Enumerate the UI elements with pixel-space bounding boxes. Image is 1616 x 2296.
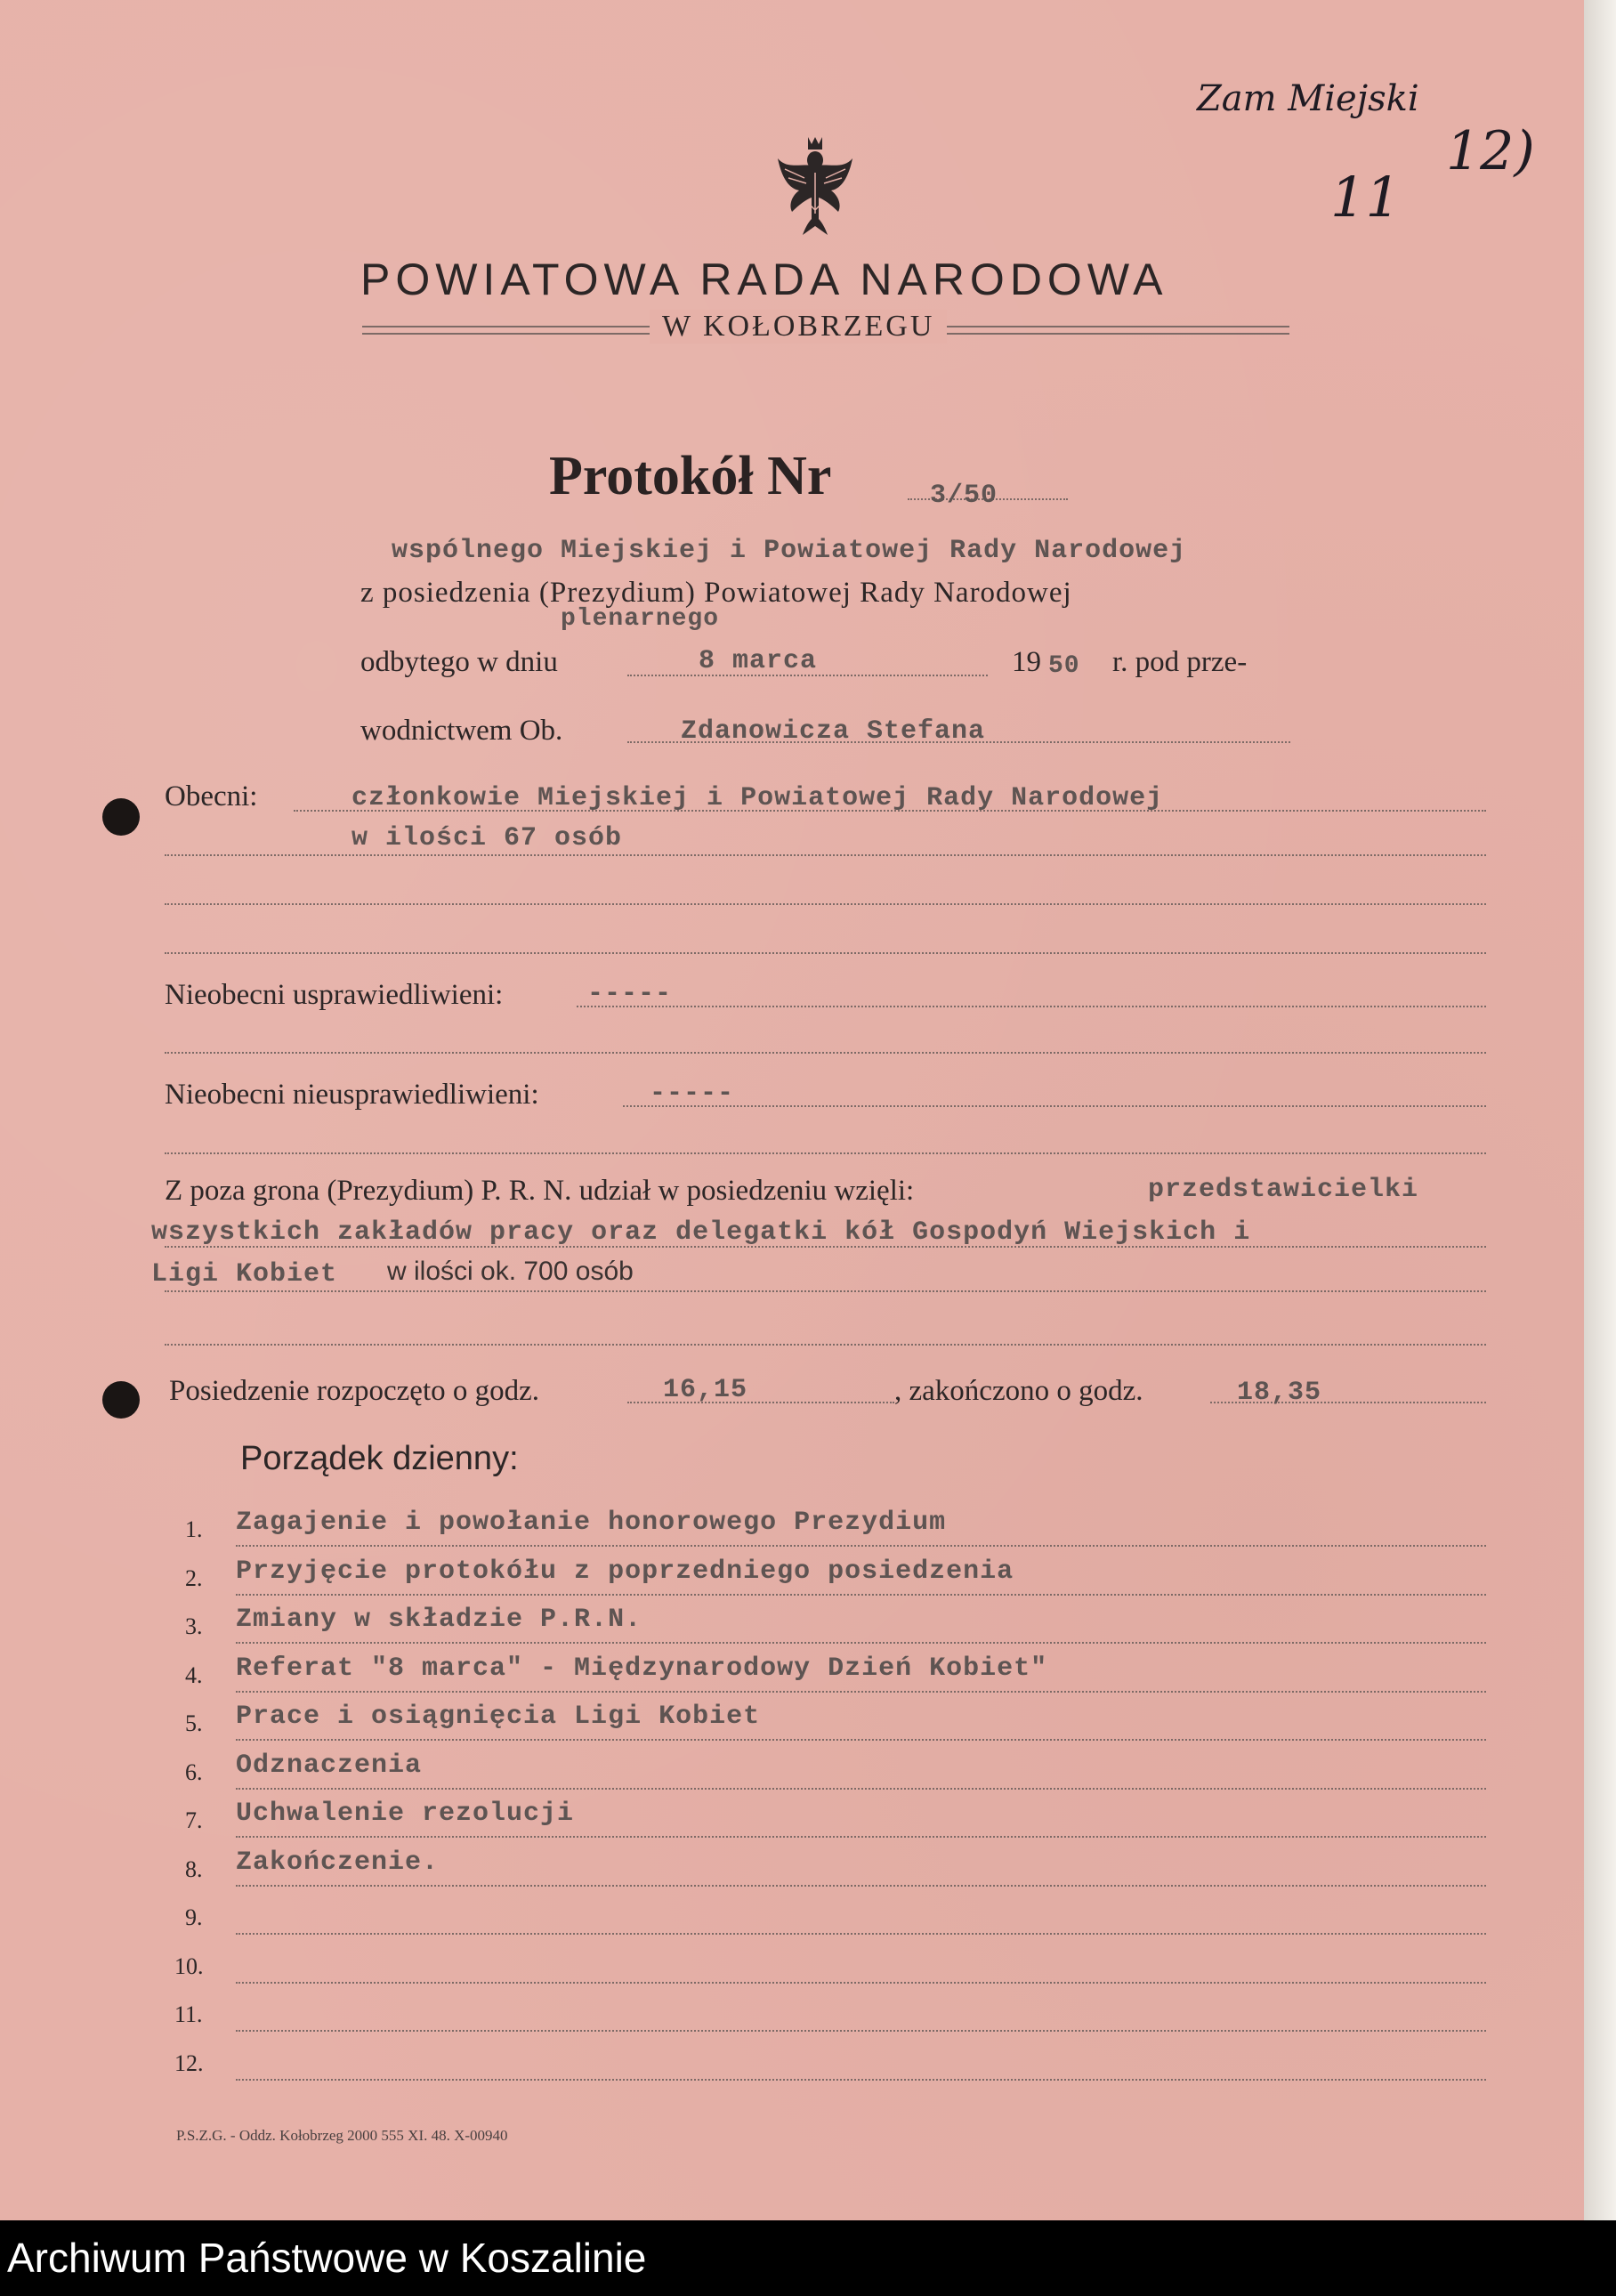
- agenda-item-number: 2.: [185, 1565, 203, 1591]
- agenda-item-number: 3.: [185, 1613, 203, 1639]
- present-line-2: [165, 854, 1486, 856]
- guests-text-3: Ligi Kobiet: [151, 1259, 338, 1289]
- unexcused-label: Nieobecni nieusprawiedliwieni:: [165, 1079, 539, 1111]
- agenda-item-text: Zagajenie i powołanie honorowego Prezydium: [236, 1508, 947, 1538]
- protocol-heading: Protokół Nr: [549, 446, 832, 506]
- end-label: , zakończono o godz.: [894, 1375, 1143, 1407]
- excused-label: Nieobecni usprawiedliwieni:: [165, 979, 504, 1011]
- agenda-item-text: Zakończenie.: [236, 1847, 440, 1878]
- present-line-4: [165, 952, 1486, 954]
- polish-eagle-emblem-icon: [772, 133, 858, 238]
- meeting-label: z posiedzenia (Prezydium) Powiatowej Rady Narodowej: [360, 577, 1072, 609]
- typed-joint-councils: wspólnego Miejskiej i Powiatowej Rady Narodowej: [392, 536, 1187, 566]
- handwritten-note-top: Zam Miejski: [1197, 78, 1419, 119]
- agenda-item-line: [236, 1545, 1486, 1547]
- agenda-item-number: 9.: [185, 1904, 203, 1930]
- agenda-item-number: 5.: [185, 1710, 203, 1736]
- agenda-item-line: [236, 1642, 1486, 1644]
- agenda-item-number: 11.: [174, 2001, 203, 2027]
- agenda-item-text: Odznaczenia: [236, 1750, 423, 1781]
- date-suffix: r. pod prze-: [1112, 646, 1248, 678]
- agenda-item-line: [236, 1594, 1486, 1596]
- header-subtitle: W KOŁOBRZEGU: [650, 310, 947, 344]
- agenda-item-line: [236, 1691, 1486, 1693]
- header-title: POWIATOWA RADA NARODOWA: [360, 255, 1168, 304]
- agenda-item-line: [236, 2079, 1486, 2081]
- agenda-item-line: [236, 1982, 1486, 1984]
- punch-hole-top: [102, 798, 140, 836]
- handwritten-mark-2: 12): [1446, 120, 1535, 182]
- present-line-3: [165, 903, 1486, 905]
- archive-label: Archiwum Państwowe w Koszalinie: [7, 2235, 647, 2281]
- agenda-item-text: Prace i osiągnięcia Ligi Kobiet: [236, 1702, 761, 1732]
- year-prefix: 19: [1012, 646, 1041, 678]
- start-value: 16,15: [663, 1375, 748, 1405]
- guests-line-3: [165, 1290, 1486, 1292]
- agenda-item-number: 7.: [185, 1807, 203, 1833]
- guests-text-2: wszystkich zakładów pracy oraz delegatki kół Gospodyń Wiejskich i: [151, 1217, 1251, 1248]
- agenda-item-text: Referat "8 marca" - Międzynarodowy Dzień Kobiet": [236, 1653, 1048, 1684]
- date-label: odbytego w dniu: [360, 646, 558, 678]
- agenda-item-number: 6.: [185, 1759, 203, 1785]
- agenda-item-line: [236, 1739, 1486, 1741]
- unexcused-line: [623, 1105, 1486, 1107]
- print-note: P.S.Z.G. - Oddz. Kołobrzeg 2000 555 XI. 48. X-00940: [176, 2127, 508, 2144]
- unexcused-value: -----: [650, 1079, 735, 1109]
- excused-line: [577, 1006, 1486, 1007]
- guests-label: Z poza grona (Prezydium) P. R. N. udział w posiedzeniu wzięli:: [165, 1175, 915, 1207]
- chair-label: wodnictwem Ob.: [360, 715, 563, 747]
- year-suffix: 50: [1048, 652, 1080, 680]
- date-value: 8 marca: [699, 646, 818, 676]
- agenda-item-line: [236, 1788, 1486, 1790]
- agenda-item-number: 4.: [185, 1662, 203, 1688]
- unexcused-line-2: [165, 1152, 1486, 1154]
- agenda-item-text: Zmiany w składzie P.R.N.: [236, 1605, 642, 1635]
- agenda-item-number: 1.: [185, 1516, 203, 1542]
- present-label: Obecni:: [165, 780, 258, 812]
- agenda-item-line: [236, 1885, 1486, 1887]
- excused-value: -----: [587, 979, 673, 1009]
- guests-line-4: [165, 1344, 1486, 1346]
- typed-plenary: plenarnego: [561, 605, 720, 633]
- agenda-item-text: Przyjęcie protokółu z poprzedniego posiedzenia: [236, 1556, 1014, 1587]
- punch-hole-bottom: [102, 1381, 140, 1419]
- present-text-1: członkowie Miejskiej i Powiatowej Rady Narodowej: [351, 783, 1164, 813]
- end-value: 18,35: [1237, 1378, 1322, 1408]
- guests-count: w ilości ok. 700 osób: [387, 1257, 634, 1286]
- handwritten-mark-1: 11: [1330, 165, 1401, 230]
- agenda-item-line: [236, 1836, 1486, 1838]
- start-label: Posiedzenie rozpoczęto o godz.: [169, 1375, 540, 1407]
- agenda-item-line: [236, 2030, 1486, 2032]
- agenda-item-line: [236, 1933, 1486, 1935]
- agenda-item-number: 12.: [174, 2050, 204, 2076]
- present-text-2: w ilości 67 osób: [351, 823, 623, 853]
- agenda-item-text: Uchwalenie rezolucji: [236, 1799, 575, 1829]
- agenda-heading: Porządek dzienny:: [240, 1440, 519, 1477]
- agenda-item-number: 8.: [185, 1856, 203, 1882]
- chair-value: Zdanowicza Stefana: [681, 716, 986, 747]
- scan-edge: [1584, 0, 1616, 2220]
- agenda-item-number: 10.: [174, 1953, 204, 1979]
- guests-text-1: przedstawicielki: [1148, 1175, 1419, 1205]
- excused-line-2: [165, 1052, 1486, 1054]
- protocol-number: 3/50: [930, 481, 998, 511]
